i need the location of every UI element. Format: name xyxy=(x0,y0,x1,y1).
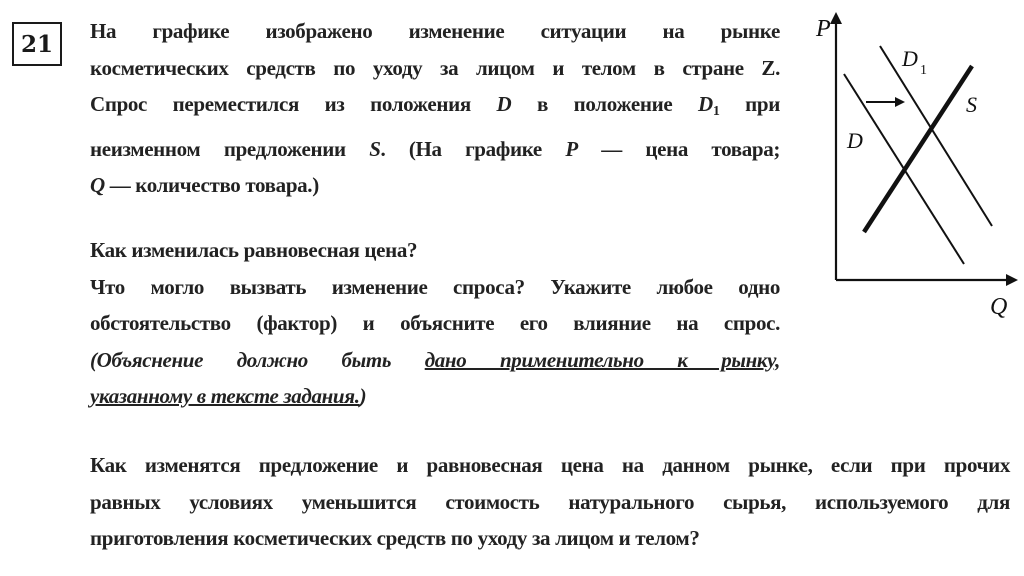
intro-line-5-end: — количество товара.) xyxy=(104,173,319,197)
supply-question-paragraph xyxy=(90,447,1010,557)
supply-curve-s xyxy=(864,66,972,232)
symbol-s: S xyxy=(369,136,381,161)
intro-line-4-middle: . (На графике xyxy=(380,136,566,161)
supply-s-label: S xyxy=(966,92,977,117)
demand-d1-subscript: 1 xyxy=(920,63,927,78)
intro-line-3 xyxy=(90,86,780,131)
intro-line-1: На графике изображено изменение ситуации на рынке xyxy=(90,19,780,43)
intro-line-4 xyxy=(90,131,780,168)
symbol-p: P xyxy=(565,136,578,161)
task-number-box xyxy=(12,22,62,66)
explanation-note-line-1 xyxy=(90,342,780,379)
supply-question-line-3: приготовления косметических средств по уходу за лицом и телом? xyxy=(90,526,700,550)
intro-line-4-start: неизменном предложении xyxy=(90,136,370,161)
symbol-d1: D xyxy=(698,92,713,116)
intro-line-2: косметических средств по уходу за лицом и телом в стране Z. xyxy=(90,55,780,80)
supply-question-line-2: равных условиях уменьшится стоимость натурального сырья, используемого для xyxy=(90,489,1010,514)
demand-d1-label: D xyxy=(902,46,918,71)
intro-line-5 xyxy=(90,167,780,204)
intro-line-3-middle: в положение xyxy=(511,92,699,116)
explanation-note-start: (Объяснение должно быть xyxy=(90,347,425,372)
supply-demand-graph xyxy=(790,0,1024,330)
symbol-d: D xyxy=(496,92,512,116)
explanation-note-underlined-1: дано применительно к рынку, xyxy=(424,347,780,372)
question-demand-cause-line-1: Что могло вызвать изменение спроса? Укажите любое одно xyxy=(90,274,780,299)
symbol-d1-subscript: 1 xyxy=(712,104,720,119)
intro-line-3-start: Спрос переместился из положения xyxy=(90,92,497,116)
demand-curve-d1 xyxy=(880,46,992,226)
explanation-note-line-2 xyxy=(90,378,780,415)
x-axis-label: Q xyxy=(990,294,1008,320)
explanation-note-underlined-2: указанному в тексте задания. xyxy=(90,384,360,408)
questions-paragraph xyxy=(90,232,780,415)
intro-line-4-end: — цена товара; xyxy=(577,136,780,161)
question-demand-cause-line-2: обстоятельство (фактор) и объясните его влияние на спрос. xyxy=(90,311,780,335)
supply-question-line-1: Как изменятся предложение и равновесная цена на данном рынке, если при прочих xyxy=(90,453,1010,477)
intro-line-3-end: при xyxy=(719,92,780,116)
intro-paragraph xyxy=(90,13,780,204)
symbol-q: Q xyxy=(90,173,105,197)
demand-d-label: D xyxy=(847,128,863,153)
explanation-note-end: ) xyxy=(359,384,367,408)
task-number: 21 xyxy=(20,30,53,58)
question-equilibrium-price: Как изменилась равновесная цена? xyxy=(90,238,418,262)
y-axis-label: P xyxy=(816,16,831,42)
